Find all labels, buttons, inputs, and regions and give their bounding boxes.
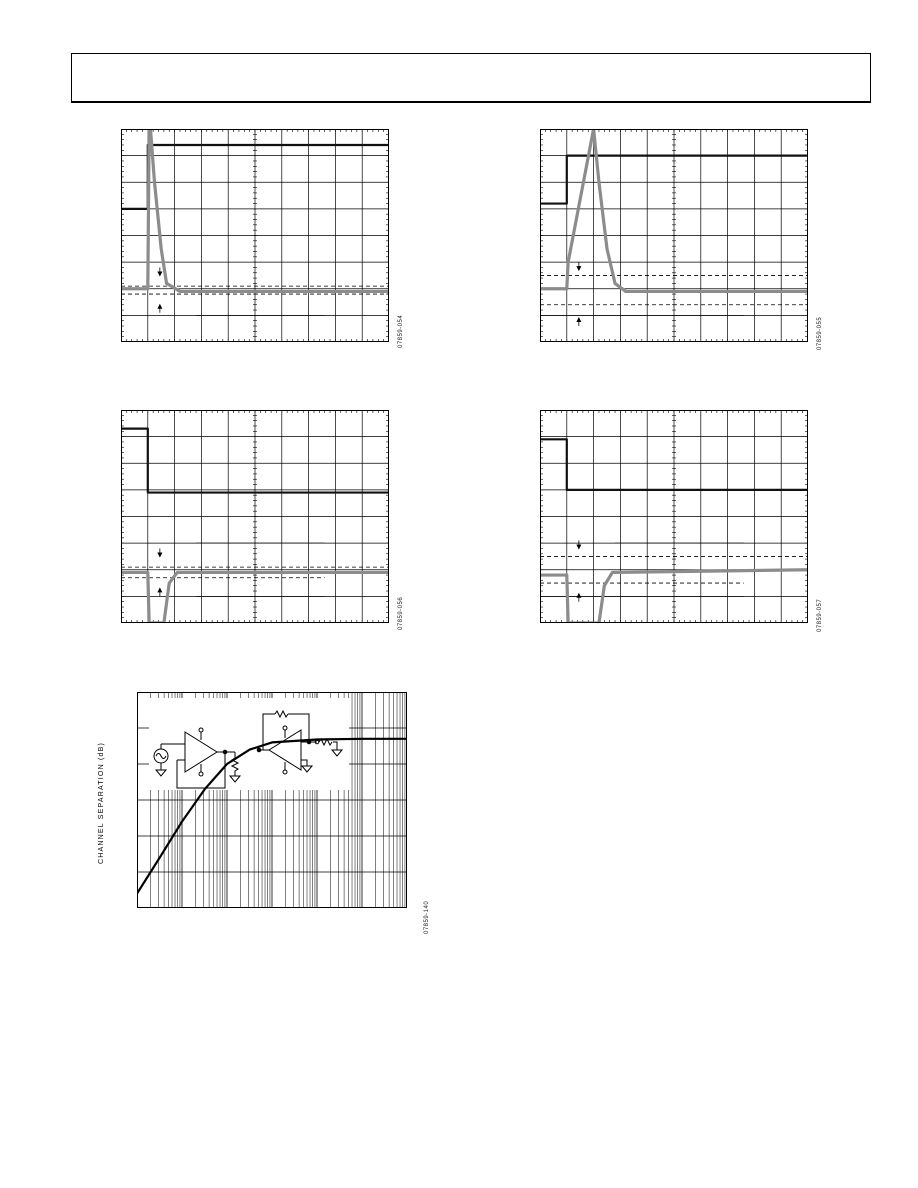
- figure-id-3: 07859-056: [398, 596, 404, 630]
- arrow-down-icon: [576, 266, 581, 271]
- figure-id-4: 07859-057: [817, 598, 823, 632]
- figure-id-1: 07859-054: [398, 314, 404, 348]
- arrow-down-icon: [157, 271, 162, 276]
- channel-separation-chart: [137, 692, 407, 908]
- scope-plot-4: [540, 410, 808, 623]
- arrow-down-icon: [576, 544, 581, 549]
- arrow-up-icon: [576, 593, 581, 598]
- figure-id-2: 07859-055: [817, 316, 823, 350]
- junction-node: [257, 748, 261, 752]
- arrow-up-icon: [157, 587, 162, 592]
- scope-plot-2: [540, 129, 808, 342]
- arrow-up-icon: [576, 317, 581, 322]
- arrow-down-icon: [157, 552, 162, 557]
- scope-plot-3: [121, 410, 389, 623]
- channel-separation-ylabel: CHANNEL SEPARATION (dB): [98, 742, 105, 864]
- figure-id-5: 07859-140: [424, 900, 430, 934]
- page-header-box: [71, 53, 871, 103]
- arrow-up-icon: [157, 304, 162, 309]
- scope-plot-1: [121, 129, 389, 342]
